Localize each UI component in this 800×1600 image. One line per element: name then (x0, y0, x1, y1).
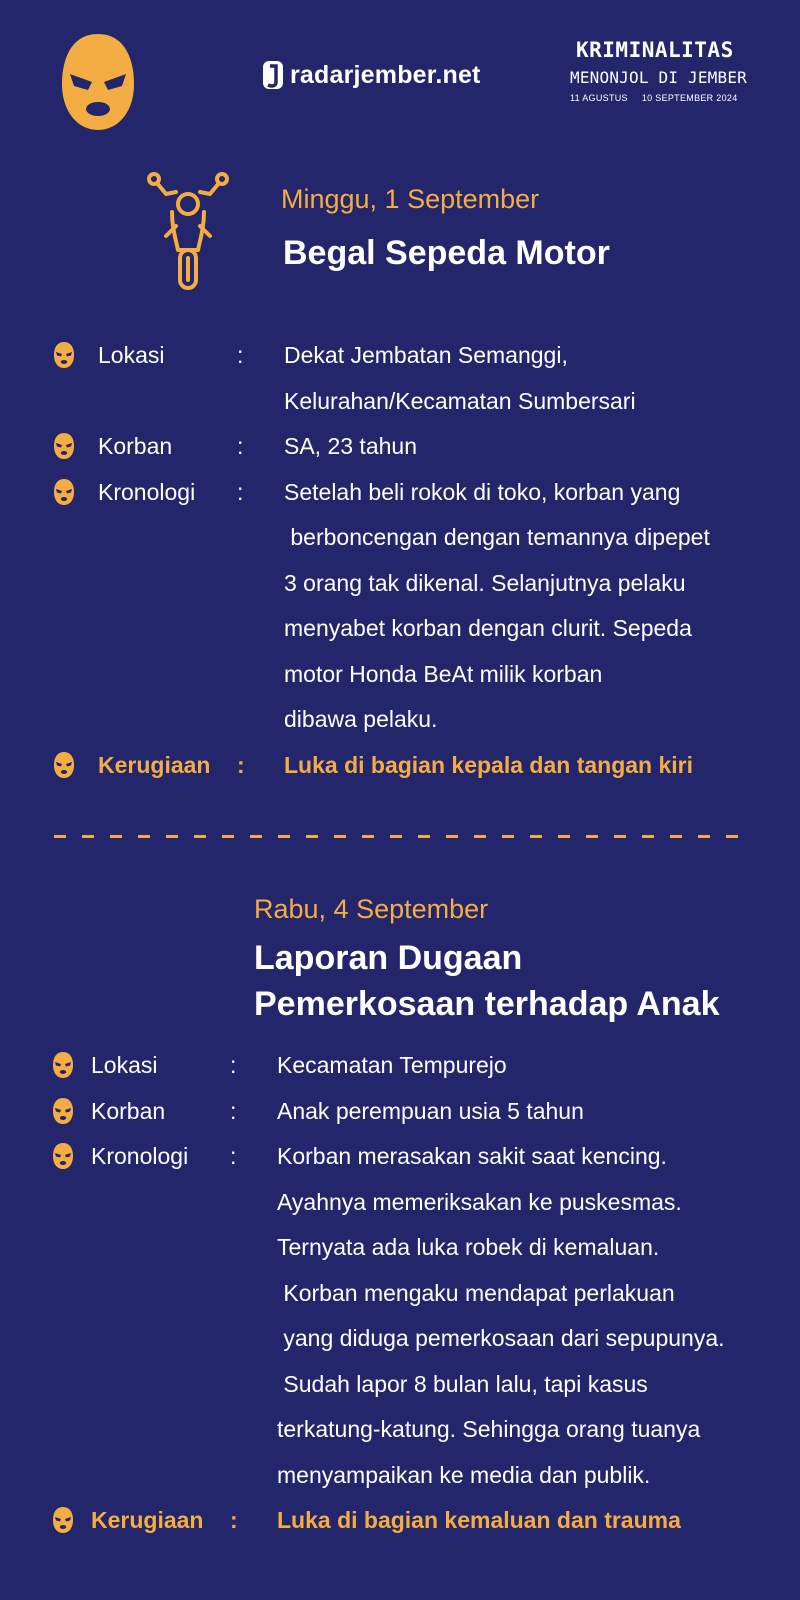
detail-value-line: Ternyata ada luka robek di kemaluan. (277, 1234, 660, 1260)
detail-value-line: berboncengan dengan temannya dipepet (284, 524, 710, 550)
detail-row-lokasi (0, 333, 800, 424)
detail-value-line: Luka di bagian kemaluan dan trauma (277, 1507, 681, 1533)
case1-date: Minggu, 1 September (281, 184, 540, 214)
detail-value-line: Anak perempuan usia 5 tahun (277, 1097, 584, 1124)
banner-date-range (570, 93, 790, 103)
banner-date-start: 11 AGUSTUS (570, 93, 628, 103)
mask-bullet-icon (52, 1140, 74, 1168)
mask-bullet-icon (53, 476, 75, 504)
detail-value-line: Kelurahan/Kecamatan Sumbersari (284, 387, 636, 414)
detail-row-kronologi (0, 1134, 800, 1498)
header-banner (570, 38, 790, 103)
banner-subtitle: MENONJOL DI JEMBER (570, 68, 747, 87)
detail-label: Lokasi (91, 1052, 158, 1078)
detail-label: Korban (91, 1097, 166, 1124)
detail-row-kronologi (0, 470, 800, 743)
detail-colon: : (237, 342, 244, 368)
detail-value-line: SA, 23 tahun (284, 433, 417, 459)
detail-value-line: menyabet korban dengan clurit. Sepeda (284, 615, 692, 641)
brand-logo (262, 60, 481, 90)
mask-bullet-icon (52, 1095, 74, 1123)
detail-value-line: Sudah lapor 8 bulan lalu, tapi kasus (277, 1370, 648, 1397)
mask-bullet-icon (53, 430, 75, 458)
detail-value-line: Luka di bagian kepala dan tangan kiri (284, 751, 693, 778)
detail-colon: : (230, 1507, 238, 1533)
detail-value-line: Ayahnya memeriksakan ke puskesmas. (277, 1188, 682, 1215)
radarjember-logo-icon (262, 60, 284, 90)
case1-title: Begal Sepeda Motor (283, 234, 610, 272)
motorcycle-icon (146, 170, 230, 292)
dashed-divider (54, 835, 744, 838)
case2-title-line2: Pemerkosaan terhadap Anak (254, 985, 720, 1023)
detail-colon: : (237, 478, 244, 505)
banner-date-end: 10 SEPTEMBER 2024 (641, 93, 738, 103)
brand-name: radarjember.net (290, 60, 481, 89)
detail-label: Lokasi (98, 342, 165, 368)
mask-bullet-icon (53, 339, 75, 367)
detail-label: Korban (98, 433, 173, 459)
detail-colon: : (230, 1143, 237, 1169)
detail-value-line: yang diduga pemerkosaan dari sepupunya. (277, 1325, 725, 1351)
detail-value-line: Korban mengaku mendapat perlakuan (277, 1279, 675, 1306)
detail-colon: : (230, 1052, 237, 1078)
detail-row-korban (0, 424, 800, 470)
detail-value-line: Dekat Jembatan Semanggi, (284, 342, 568, 368)
detail-value-line: dibawa pelaku. (284, 706, 438, 732)
balaclava-mask-icon (58, 32, 138, 132)
case2-date: Rabu, 4 September (254, 894, 489, 924)
detail-value-line: Kecamatan Tempurejo (277, 1052, 507, 1078)
detail-label: Kronologi (98, 478, 196, 505)
detail-label: Kerugiaan (91, 1507, 204, 1533)
detail-colon: : (237, 751, 245, 778)
detail-label: Kerugiaan (98, 751, 211, 778)
detail-value-line: 3 orang tak dikenal. Selanjutnya pelaku (284, 569, 686, 596)
detail-colon: : (237, 433, 244, 459)
detail-row-korban (0, 1089, 800, 1135)
detail-value-line: Korban merasakan sakit saat kencing. (277, 1143, 667, 1169)
detail-row-kerugiaan (0, 1498, 800, 1544)
detail-row-kerugiaan (0, 743, 800, 789)
detail-value-line: terkatung-katung. Sehingga orang tuanya (277, 1416, 701, 1442)
detail-row-lokasi (0, 1043, 800, 1089)
mask-bullet-icon (53, 749, 75, 777)
detail-value-line: menyampaikan ke media dan publik. (277, 1461, 651, 1488)
banner-title: KRIMINALITAS (576, 38, 734, 62)
case2-title (254, 935, 720, 1027)
detail-label: Kronologi (91, 1143, 189, 1169)
mask-bullet-icon (52, 1504, 74, 1532)
detail-colon: : (230, 1097, 237, 1124)
case2-title-line1: Laporan Dugaan (254, 939, 523, 977)
detail-value-line: Setelah beli rokok di toko, korban yang (284, 478, 681, 505)
mask-bullet-icon (52, 1049, 74, 1077)
detail-value-line: motor Honda BeAt milik korban (284, 660, 603, 687)
